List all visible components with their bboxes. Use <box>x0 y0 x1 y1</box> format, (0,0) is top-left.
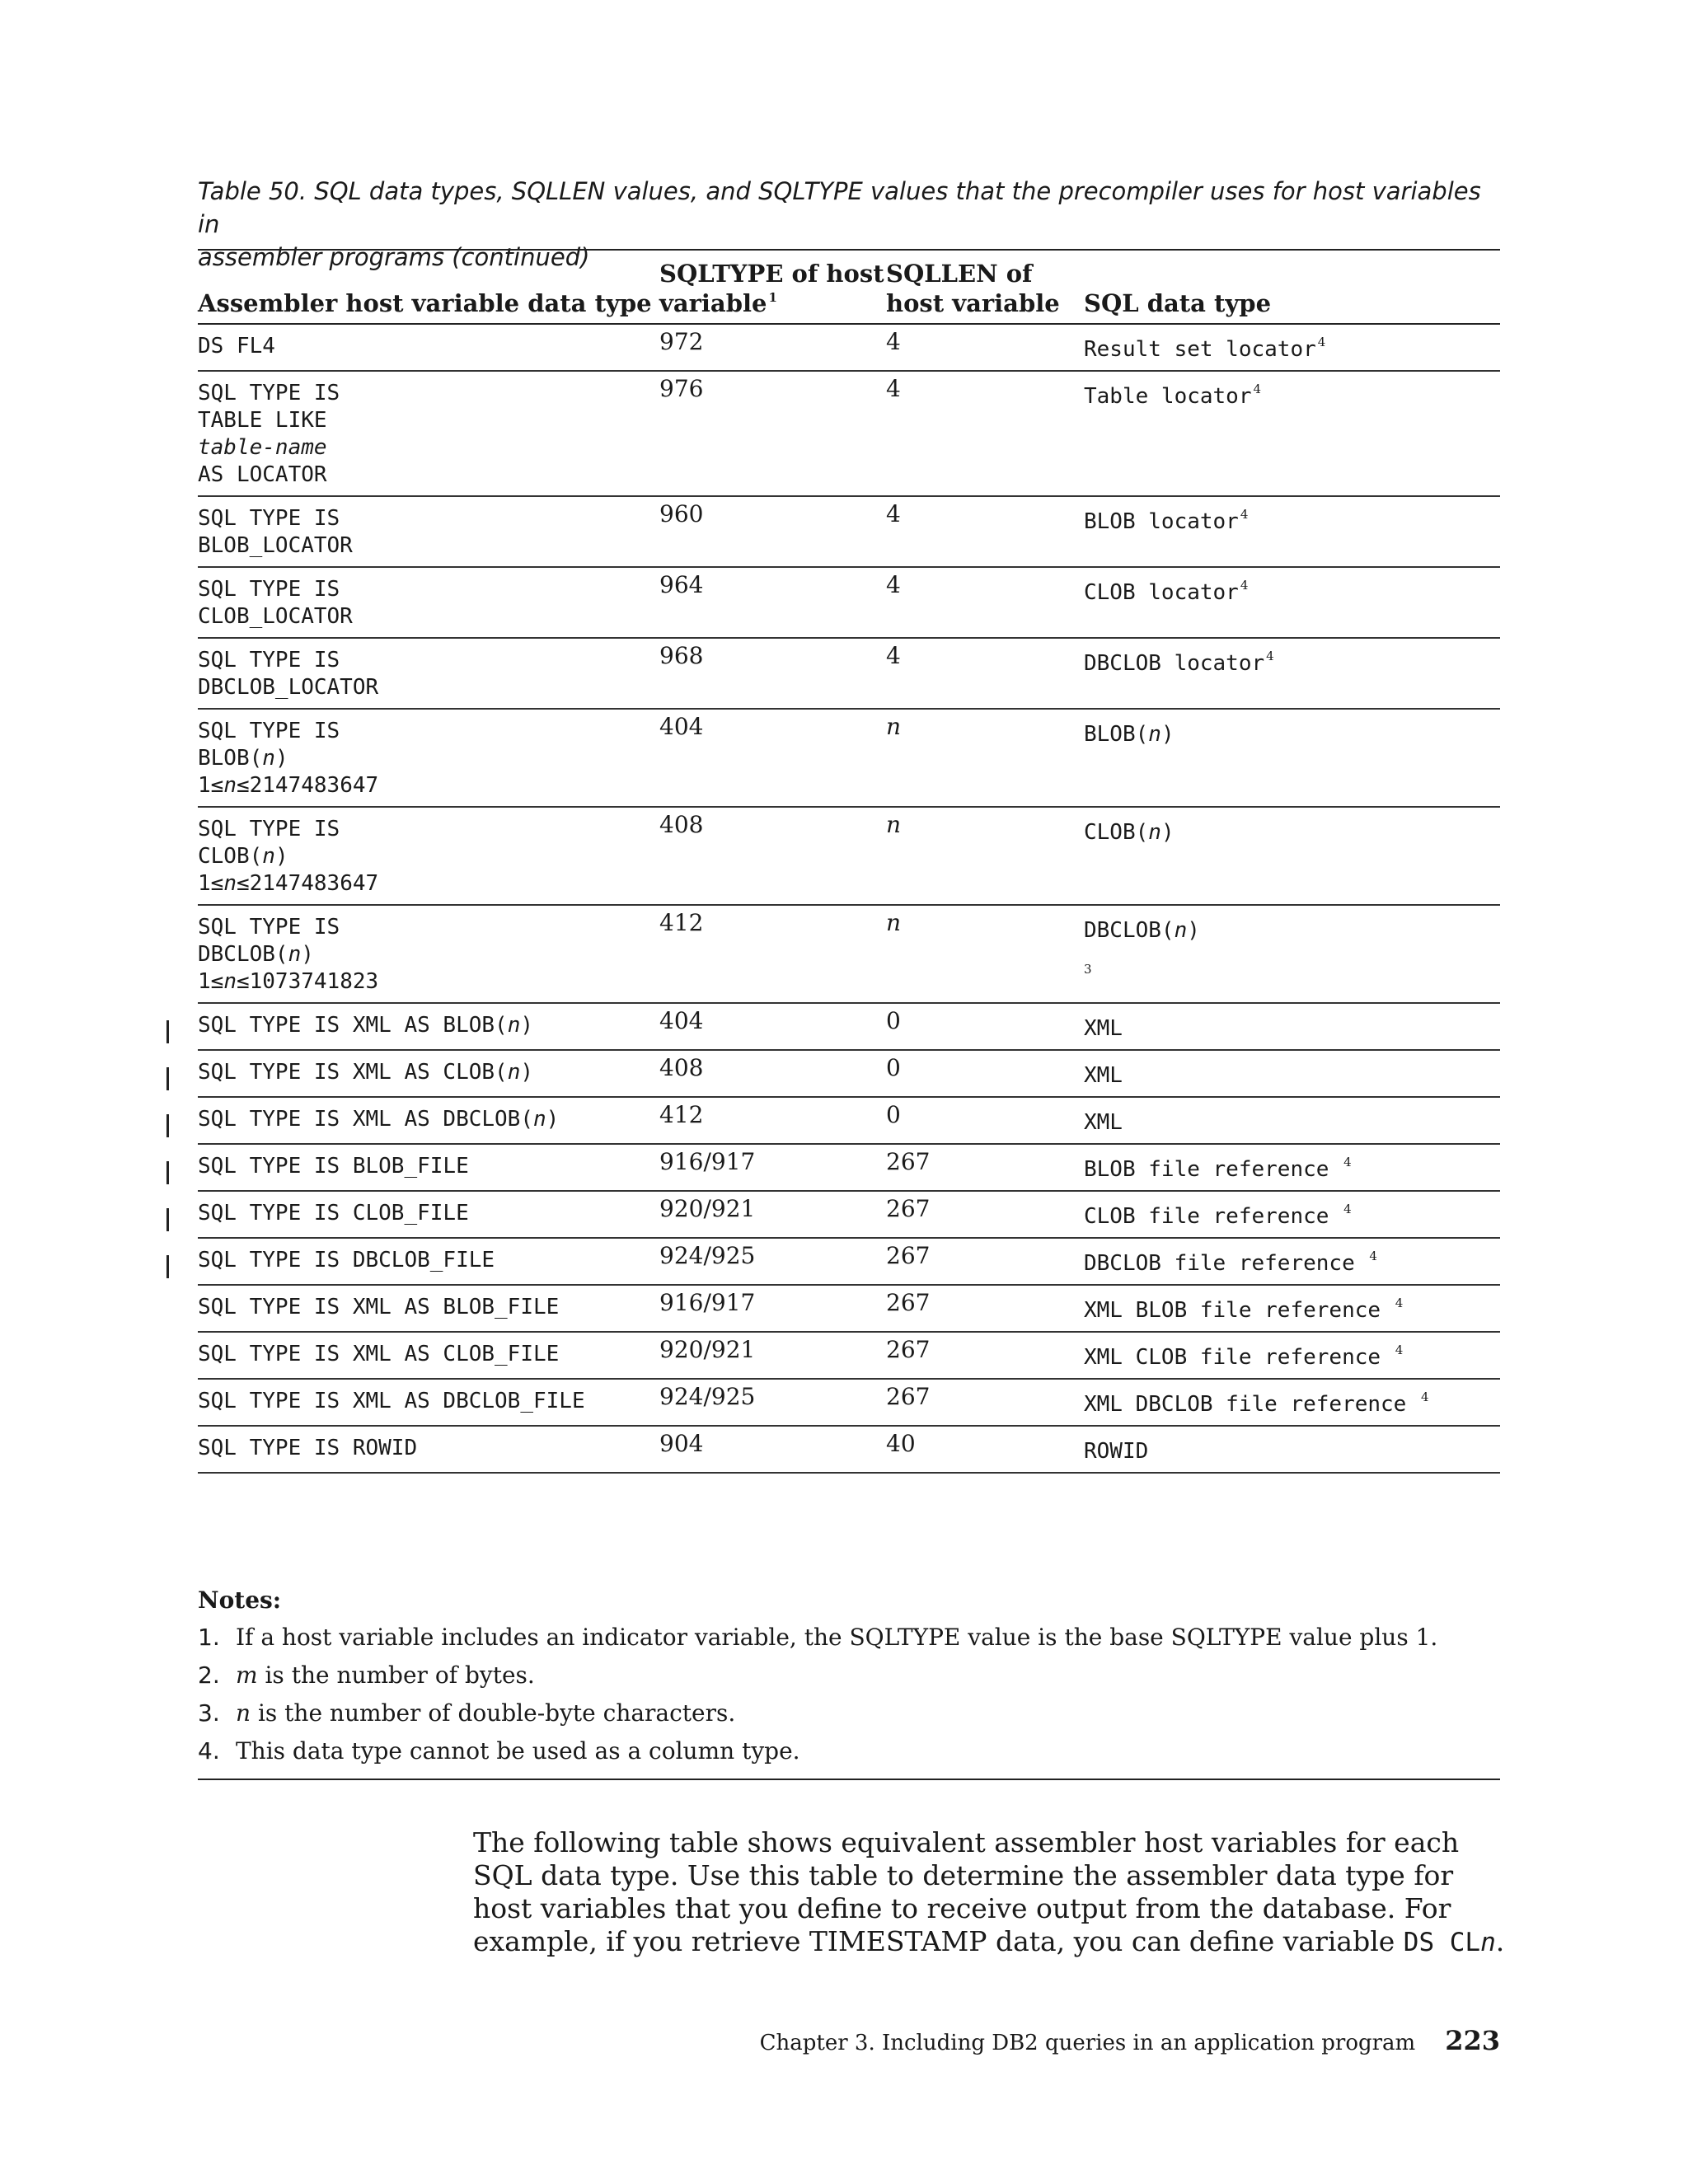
cell-sql-data-type <box>1084 1097 1500 1144</box>
cell-assembler-type <box>198 496 659 567</box>
header-row <box>198 250 1500 324</box>
header-sqltype-footnote: 1 <box>768 290 777 305</box>
note-text <box>236 1657 535 1694</box>
note-number: 4. <box>198 1737 220 1765</box>
cell-sqllen: 0 <box>886 1003 1084 1050</box>
cell-sqllen: n <box>886 709 1084 807</box>
cell-sqltype: 968 <box>659 638 886 709</box>
footnote-ref: 4 <box>1395 1343 1404 1357</box>
cell-sql-data-type <box>1084 1050 1500 1097</box>
cell-sql-data-type <box>1084 1426 1500 1473</box>
cell-assembler-type <box>198 324 659 371</box>
sql-types-table-wrap <box>198 249 1500 1474</box>
cell-sql-data-type <box>1084 905 1500 1003</box>
header-sqltype-line2: variable <box>659 289 767 317</box>
paragraph-text: The following table shows equivalent assembler host variables for each SQL data type. Use this table to determine the assembler data type for host variables that you define to receive output from the database. For example, if you retrieve TIMESTAMP data, you can define variable <box>473 1826 1460 1957</box>
cell-assembler-type <box>198 1191 659 1238</box>
note-variable: m <box>236 1661 258 1689</box>
sql-data-type-label: BLOB locator <box>1084 509 1239 534</box>
footnote-ref: 4 <box>1266 649 1274 663</box>
assembler-type-line: SQL TYPE IS <box>198 648 340 673</box>
cell-sqltype: 408 <box>659 807 886 905</box>
table-row <box>198 807 1500 905</box>
footnote-ref: 4 <box>1343 1155 1352 1169</box>
assembler-type-line: SQL TYPE IS XML AS BLOB_FILE <box>198 1295 560 1319</box>
cell-assembler-type <box>198 1238 659 1285</box>
sql-data-type-label: CLOB(n) <box>1084 820 1175 845</box>
cell-sql-data-type <box>1084 1379 1500 1426</box>
cell-assembler-type <box>198 1097 659 1144</box>
cell-assembler-type <box>198 638 659 709</box>
sql-data-type-label: CLOB locator <box>1084 580 1239 605</box>
cell-sqltype: 404 <box>659 1003 886 1050</box>
cell-sqllen: 267 <box>886 1332 1084 1379</box>
cell-sqllen: 267 <box>886 1285 1084 1332</box>
assembler-type-line: SQL TYPE IS DBCLOB_FILE <box>198 1248 495 1272</box>
table-row <box>198 1379 1500 1426</box>
table-header <box>198 250 1500 324</box>
note-text-rest: is the number of double-byte characters. <box>251 1699 736 1727</box>
footnote-ref: 4 <box>1253 382 1262 396</box>
footnote-ref: 4 <box>1343 1202 1352 1216</box>
table-row <box>198 1332 1500 1379</box>
cell-assembler-type <box>198 1426 659 1473</box>
sql-data-type-label: XML <box>1084 1016 1123 1041</box>
change-bar <box>166 1114 169 1137</box>
cell-sql-data-type <box>1084 1191 1500 1238</box>
footnote-ref: 4 <box>1421 1390 1429 1404</box>
header-sql-data-type-label: SQL data type <box>1084 289 1272 317</box>
sql-types-table <box>198 249 1500 1474</box>
assembler-type-line: SQL TYPE IS CLOB_FILE <box>198 1201 469 1226</box>
sql-data-type-label: CLOB file reference <box>1084 1204 1343 1229</box>
cell-sqltype: 920/921 <box>659 1191 886 1238</box>
note-text: If a host variable includes an indicator variable, the SQLTYPE value is the base SQLTYPE value plus 1. <box>236 1624 1438 1651</box>
assembler-type-line: SQL TYPE IS XML AS BLOB(n) <box>198 1013 533 1038</box>
cell-assembler-type <box>198 1050 659 1097</box>
cell-sqllen: 4 <box>886 496 1084 567</box>
cell-sqltype: 904 <box>659 1426 886 1473</box>
cell-sqltype: 960 <box>659 496 886 567</box>
sql-data-type-label: XML CLOB file reference <box>1084 1345 1394 1370</box>
cell-sqltype: 408 <box>659 1050 886 1097</box>
cell-sql-data-type <box>1084 1332 1500 1379</box>
table-row <box>198 905 1500 1003</box>
footnote-ref: 4 <box>1395 1296 1404 1310</box>
assembler-type-line: BLOB(n) <box>198 746 288 771</box>
cell-assembler-type <box>198 709 659 807</box>
sql-data-type-label: XML <box>1084 1110 1123 1135</box>
table-row <box>198 567 1500 638</box>
caption-line-2: assembler programs (continued) <box>198 243 590 271</box>
assembler-type-line: SQL TYPE IS XML AS DBCLOB(n) <box>198 1107 560 1132</box>
cell-sqllen: 4 <box>886 371 1084 496</box>
assembler-type-line: 1≤n≤1073741823 <box>198 969 379 994</box>
change-bar <box>166 1067 169 1090</box>
cell-sqllen: 40 <box>886 1426 1084 1473</box>
assembler-type-line: 1≤n≤2147483647 <box>198 773 379 798</box>
header-sql-data-type <box>1084 250 1500 324</box>
change-bar <box>166 1255 169 1278</box>
paragraph-code-variable: n <box>1480 1928 1496 1957</box>
paragraph-end: . <box>1495 1925 1505 1957</box>
header-assembler-type-label: Assembler host variable data type <box>198 289 652 317</box>
table-row <box>198 1097 1500 1144</box>
assembler-type-line: SQL TYPE IS <box>198 381 340 405</box>
sql-data-type-label: BLOB file reference <box>1084 1157 1343 1182</box>
assembler-type-line: 1≤n≤2147483647 <box>198 871 379 896</box>
page-number: 223 <box>1445 2025 1500 2056</box>
assembler-type-line: SQL TYPE IS <box>198 719 340 743</box>
cell-sql-data-type <box>1084 371 1500 496</box>
note-text: This data type cannot be used as a column type. <box>236 1737 800 1765</box>
note-variable: n <box>236 1699 251 1727</box>
assembler-type-line: SQL TYPE IS <box>198 577 340 602</box>
cell-assembler-type <box>198 905 659 1003</box>
cell-sqllen: 4 <box>886 324 1084 371</box>
assembler-type-line: SQL TYPE IS ROWID <box>198 1436 418 1460</box>
paragraph-code <box>1404 1928 1496 1957</box>
table-row <box>198 1426 1500 1473</box>
cell-sql-data-type <box>1084 496 1500 567</box>
change-bar <box>166 1208 169 1231</box>
assembler-type-line: BLOB_LOCATOR <box>198 533 353 558</box>
sql-data-type-label: Table locator <box>1084 384 1252 409</box>
caption-line-1: Table 50. SQL data types, SQLLEN values, and SQLTYPE values that the precompiler uses for host variables in <box>198 177 1481 238</box>
cell-sql-data-type <box>1084 638 1500 709</box>
note-number: 1. <box>198 1624 220 1651</box>
cell-assembler-type <box>198 371 659 496</box>
note-text-rest: is the number of bytes. <box>257 1661 535 1689</box>
table-body <box>198 324 1500 1473</box>
cell-sqllen: n <box>886 807 1084 905</box>
table-row <box>198 1285 1500 1332</box>
cell-assembler-type <box>198 1003 659 1050</box>
assembler-type-line: SQL TYPE IS XML AS CLOB_FILE <box>198 1342 560 1366</box>
cell-sqltype: 964 <box>659 567 886 638</box>
cell-sql-data-type <box>1084 567 1500 638</box>
header-sqllen-line1: SQLLEN of <box>886 260 1033 288</box>
note-item-2 <box>198 1657 1500 1694</box>
assembler-type-line: SQL TYPE IS XML AS CLOB(n) <box>198 1060 533 1085</box>
assembler-type-line: SQL TYPE IS <box>198 817 340 841</box>
table-row <box>198 1191 1500 1238</box>
page-footer <box>760 2024 1500 2060</box>
cell-sqltype: 916/917 <box>659 1285 886 1332</box>
table-row <box>198 709 1500 807</box>
cell-assembler-type <box>198 1285 659 1332</box>
cell-assembler-type <box>198 807 659 905</box>
table-row <box>198 1050 1500 1097</box>
sql-data-type-label: DBCLOB file reference <box>1084 1251 1368 1276</box>
sql-data-type-label: XML <box>1084 1063 1123 1088</box>
note-number: 3. <box>198 1699 220 1727</box>
cell-sql-data-type <box>1084 1238 1500 1285</box>
header-sqltype <box>659 250 886 324</box>
note-item-4 <box>198 1732 1500 1770</box>
note-item-1 <box>198 1619 1500 1657</box>
cell-sql-data-type <box>1084 1285 1500 1332</box>
note-number: 2. <box>198 1661 220 1689</box>
cell-sql-data-type <box>1084 709 1500 807</box>
table-row <box>198 1144 1500 1191</box>
cell-sqllen: 4 <box>886 638 1084 709</box>
body-paragraph <box>473 1826 1512 1958</box>
footnote-ref: 4 <box>1240 507 1249 522</box>
cell-sqllen: 267 <box>886 1238 1084 1285</box>
table-row <box>198 638 1500 709</box>
paragraph-code-prefix: DS CL <box>1403 1928 1481 1957</box>
sql-data-type-label: ROWID <box>1084 1439 1149 1464</box>
footnote-ref: 4 <box>1369 1249 1377 1263</box>
cell-sqltype: 924/925 <box>659 1238 886 1285</box>
sql-data-type-label: DBCLOB locator <box>1084 651 1265 676</box>
table-row <box>198 324 1500 371</box>
footnote-ref: 4 <box>1317 335 1326 349</box>
cell-sqltype: 920/921 <box>659 1332 886 1379</box>
sql-data-type-label: DBCLOB(n) <box>1084 918 1200 943</box>
header-sqltype-line1: SQLTYPE of host <box>659 260 884 288</box>
change-bar <box>166 1161 169 1184</box>
cell-sqltype: 976 <box>659 371 886 496</box>
assembler-type-line: TABLE LIKE <box>198 408 327 433</box>
cell-assembler-type <box>198 1332 659 1379</box>
footnote-ref: 4 <box>1240 578 1249 593</box>
sql-data-type-label: Result set locator <box>1084 337 1316 362</box>
cell-sqllen: 0 <box>886 1050 1084 1097</box>
cell-sqllen: 267 <box>886 1144 1084 1191</box>
cell-sqllen: 267 <box>886 1379 1084 1426</box>
cell-sqllen: n <box>886 905 1084 1003</box>
cell-sql-data-type <box>1084 1003 1500 1050</box>
table-row <box>198 1003 1500 1050</box>
footer-chapter: Chapter 3. Including DB2 queries in an application program <box>759 2031 1416 2055</box>
assembler-type-line: AS LOCATOR <box>198 462 327 487</box>
table-notes <box>198 1582 1500 1780</box>
assembler-type-line: CLOB_LOCATOR <box>198 604 353 629</box>
change-bar <box>166 1020 169 1043</box>
table-row <box>198 496 1500 567</box>
cell-sqltype: 412 <box>659 1097 886 1144</box>
assembler-type-line: SQL TYPE IS <box>198 506 340 531</box>
assembler-type-line: SQL TYPE IS BLOB_FILE <box>198 1154 469 1179</box>
cell-sql-data-type <box>1084 807 1500 905</box>
cell-sqllen: 267 <box>886 1191 1084 1238</box>
assembler-type-line: SQL TYPE IS XML AS DBCLOB_FILE <box>198 1389 585 1413</box>
cell-sqltype: 404 <box>659 709 886 807</box>
notes-title: Notes: <box>198 1586 282 1614</box>
header-sqllen-line2: host variable <box>886 289 1060 317</box>
cell-assembler-type <box>198 1144 659 1191</box>
cell-assembler-type <box>198 567 659 638</box>
note-item-3 <box>198 1694 1500 1732</box>
assembler-type-line: SQL TYPE IS <box>198 915 340 940</box>
sql-data-type-label: XML DBCLOB file reference <box>1084 1392 1419 1417</box>
sql-data-type-label: BLOB(n) <box>1084 722 1175 747</box>
assembler-type-line: table-name <box>198 435 327 460</box>
assembler-type-line: DBCLOB(n) <box>198 942 314 967</box>
header-assembler-type <box>198 250 659 324</box>
assembler-type-line: DS FL4 <box>198 334 275 359</box>
cell-sqllen: 4 <box>886 567 1084 638</box>
cell-sqltype: 924/925 <box>659 1379 886 1426</box>
cell-sql-data-type <box>1084 324 1500 371</box>
sql-data-type-label: XML BLOB file reference <box>1084 1298 1394 1323</box>
cell-sql-data-type <box>1084 1144 1500 1191</box>
assembler-type-line: CLOB(n) <box>198 844 288 869</box>
header-sqllen <box>886 250 1084 324</box>
cell-sqltype: 412 <box>659 905 886 1003</box>
assembler-type-line: DBCLOB_LOCATOR <box>198 675 379 700</box>
cell-sqltype: 916/917 <box>659 1144 886 1191</box>
cell-sqltype: 972 <box>659 324 886 371</box>
table-row <box>198 371 1500 496</box>
cell-assembler-type <box>198 1379 659 1426</box>
footnote-ref: 3 <box>1084 962 1092 977</box>
table-row <box>198 1238 1500 1285</box>
cell-sqllen: 0 <box>886 1097 1084 1144</box>
note-text <box>236 1694 735 1732</box>
